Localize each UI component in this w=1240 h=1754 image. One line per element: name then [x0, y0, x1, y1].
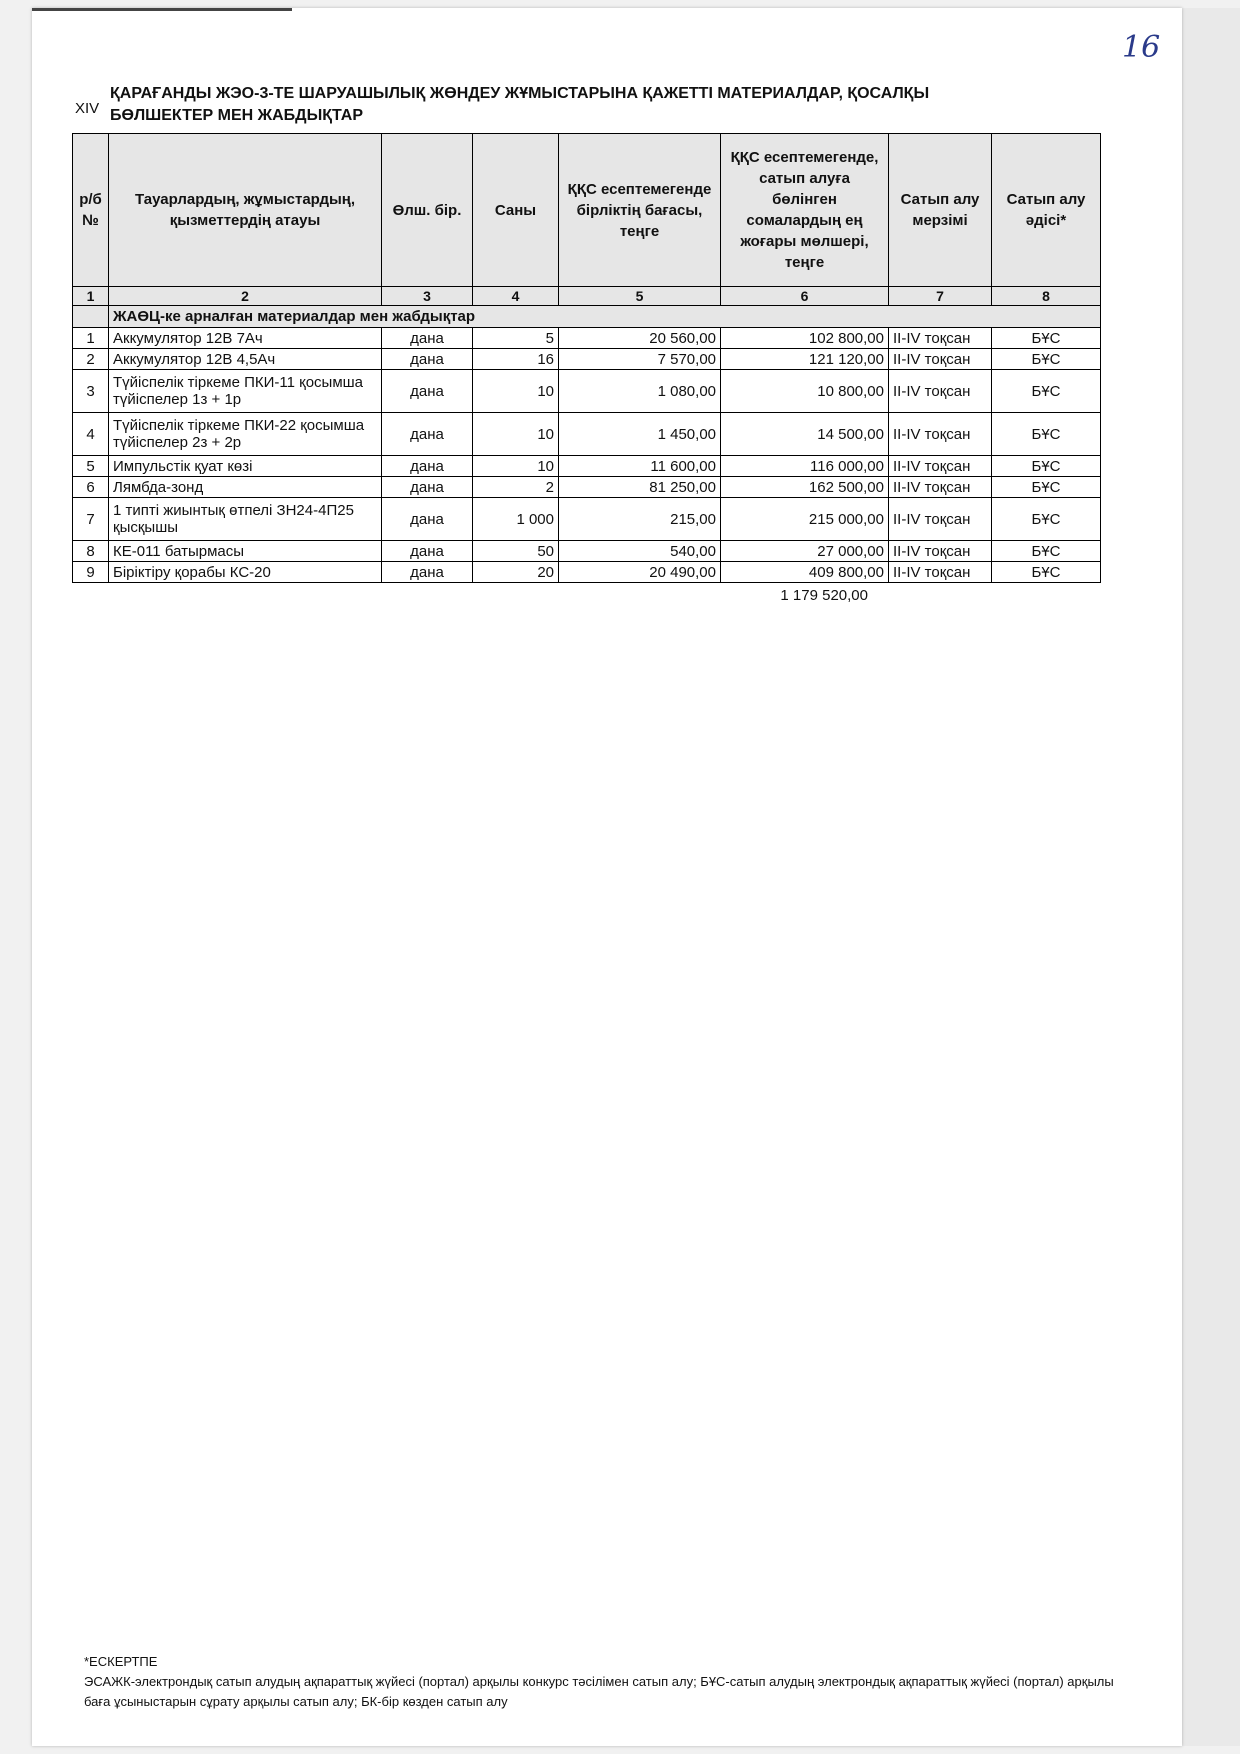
cell-sum: 121 120,00 [721, 349, 889, 370]
section-number: XIV [75, 100, 100, 117]
cell-price: 20 490,00 [559, 562, 721, 583]
cell-no: 4 [73, 413, 109, 456]
footnote [84, 1652, 1124, 1712]
header-method: Сатып алу әдісі* [992, 134, 1101, 287]
cell-period: II-IV тоқсан [889, 413, 992, 456]
cell-sum: 27 000,00 [721, 541, 889, 562]
cell-method: БҰС [992, 541, 1101, 562]
cell-method: БҰС [992, 370, 1101, 413]
cell-price: 215,00 [559, 498, 721, 541]
cell-method: БҰС [992, 477, 1101, 498]
table-row [73, 328, 1101, 349]
cell-method: БҰС [992, 413, 1101, 456]
column-number-row [73, 287, 1101, 306]
grand-total: 1 179 520,00 [780, 587, 868, 604]
document-title: ҚАРАҒАНДЫ ЖЭО-3-ТЕ ШАРУАШЫЛЫҚ ЖӨНДЕУ ЖҰМЫСТАРЫНА ҚАЖЕТТІ МАТЕРИАЛДАР, ҚОСАЛҚЫ БӨЛШЕКТЕР МЕН ЖАБДЫҚТАР [110, 85, 930, 124]
cell-sum: 102 800,00 [721, 328, 889, 349]
table-row [73, 413, 1101, 456]
cell-price: 20 560,00 [559, 328, 721, 349]
table-row [73, 370, 1101, 413]
cell-method: БҰС [992, 498, 1101, 541]
column-number: 1 [73, 287, 109, 306]
materials-table [72, 133, 1101, 583]
cell-name: Біріктіру қорабы КС-20 [109, 562, 382, 583]
cell-price: 540,00 [559, 541, 721, 562]
column-number: 7 [889, 287, 992, 306]
cell-unit: дана [382, 456, 473, 477]
cell-name: Лямбда-зонд [109, 477, 382, 498]
cell-name: Түйіспелік тіркеме ПКИ-11 қосымша түйіспелер 1з + 1р [109, 370, 382, 413]
cell-qty: 10 [473, 413, 559, 456]
cell-name: Аккумулятор 12В 4,5Ач [109, 349, 382, 370]
cell-name: Түйіспелік тіркеме ПКИ-22 қосымша түйіспелер 2з + 2р [109, 413, 382, 456]
scan-edge [1182, 8, 1240, 1746]
cell-sum: 409 800,00 [721, 562, 889, 583]
table-row [73, 456, 1101, 477]
cell-name: 1 типті жиынтық өтпелі ЗН24-4П25 қысқышы [109, 498, 382, 541]
cell-sum: 215 000,00 [721, 498, 889, 541]
cell-price: 1 080,00 [559, 370, 721, 413]
cell-period: II-IV тоқсан [889, 349, 992, 370]
cell-period: II-IV тоқсан [889, 477, 992, 498]
cell-no: 9 [73, 562, 109, 583]
cell-no: 7 [73, 498, 109, 541]
header-no: р/б № [73, 134, 109, 287]
cell-name: КЕ-011 батырмасы [109, 541, 382, 562]
cell-no: 2 [73, 349, 109, 370]
cell-price: 1 450,00 [559, 413, 721, 456]
cell-price: 7 570,00 [559, 349, 721, 370]
cell-sum: 162 500,00 [721, 477, 889, 498]
section-label: ЖАӨЦ-ке арналған материалдар мен жабдықтар [109, 306, 1101, 328]
header-qty: Саны [473, 134, 559, 287]
cell-qty: 50 [473, 541, 559, 562]
cell-qty: 20 [473, 562, 559, 583]
cell-no: 1 [73, 328, 109, 349]
cell-qty: 2 [473, 477, 559, 498]
cell-unit: дана [382, 562, 473, 583]
table-row [73, 498, 1101, 541]
cell-method: БҰС [992, 562, 1101, 583]
cell-price: 11 600,00 [559, 456, 721, 477]
cell-sum: 10 800,00 [721, 370, 889, 413]
cell-no: 3 [73, 370, 109, 413]
column-number: 6 [721, 287, 889, 306]
header-name: Тауарлардың, жұмыстардың, қызметтердің атауы [109, 134, 382, 287]
cell-no: 8 [73, 541, 109, 562]
table-row [73, 562, 1101, 583]
cell-method: БҰС [992, 349, 1101, 370]
header-period: Сатып алу мерзімі [889, 134, 992, 287]
column-number: 3 [382, 287, 473, 306]
footnote-title: *ЕСКЕРТПЕ [84, 1654, 158, 1669]
cell-name: Аккумулятор 12В 7Ач [109, 328, 382, 349]
column-number: 5 [559, 287, 721, 306]
table-row [73, 477, 1101, 498]
cell-unit: дана [382, 370, 473, 413]
header-sum: ҚҚС есептемегенде, сатып алуға бөлінген сомалардың ең жоғары мөлшері, теңге [721, 134, 889, 287]
header-unit: Өлш. бір. [382, 134, 473, 287]
column-number: 4 [473, 287, 559, 306]
footnote-text: ЭСАЖК-электрондық сатып алудың ақпараттық жүйесі (портал) арқылы конкурс тәсілімен сатып алу; БҰС-сатып алудың электрондық ақпараттық жүйесі (портал) арқылы баға ұсыныстарын сұрату арқылы сатып алу; БК-бір көзден сатып алу [84, 1674, 1114, 1709]
cell-price: 81 250,00 [559, 477, 721, 498]
column-number: 2 [109, 287, 382, 306]
cell-qty: 16 [473, 349, 559, 370]
cell-name: Импульстік қуат көзі [109, 456, 382, 477]
cell-qty: 1 000 [473, 498, 559, 541]
table-row [73, 349, 1101, 370]
cell-unit: дана [382, 541, 473, 562]
handwritten-page-number: 16 [1122, 30, 1161, 65]
cell-unit: дана [382, 328, 473, 349]
cell-period: II-IV тоқсан [889, 370, 992, 413]
cell-method: БҰС [992, 456, 1101, 477]
cell-unit: дана [382, 477, 473, 498]
table-header-row [73, 134, 1101, 287]
cell-no: 5 [73, 456, 109, 477]
cell-period: II-IV тоқсан [889, 456, 992, 477]
table-row [73, 541, 1101, 562]
cell-unit: дана [382, 498, 473, 541]
section-row [73, 306, 1101, 328]
cell-period: II-IV тоқсан [889, 498, 992, 541]
header-price: ҚҚС есептемегенде бірліктің бағасы, теңге [559, 134, 721, 287]
cell-period: II-IV тоқсан [889, 541, 992, 562]
cell-sum: 14 500,00 [721, 413, 889, 456]
cell-unit: дана [382, 413, 473, 456]
cell-qty: 5 [473, 328, 559, 349]
cell-period: II-IV тоқсан [889, 328, 992, 349]
cell-unit: дана [382, 349, 473, 370]
scan-artifact-line [32, 8, 292, 11]
cell-period: II-IV тоқсан [889, 562, 992, 583]
cell-method: БҰС [992, 328, 1101, 349]
cell-sum: 116 000,00 [721, 456, 889, 477]
column-number: 8 [992, 287, 1101, 306]
cell-no: 6 [73, 477, 109, 498]
cell-qty: 10 [473, 456, 559, 477]
cell-qty: 10 [473, 370, 559, 413]
